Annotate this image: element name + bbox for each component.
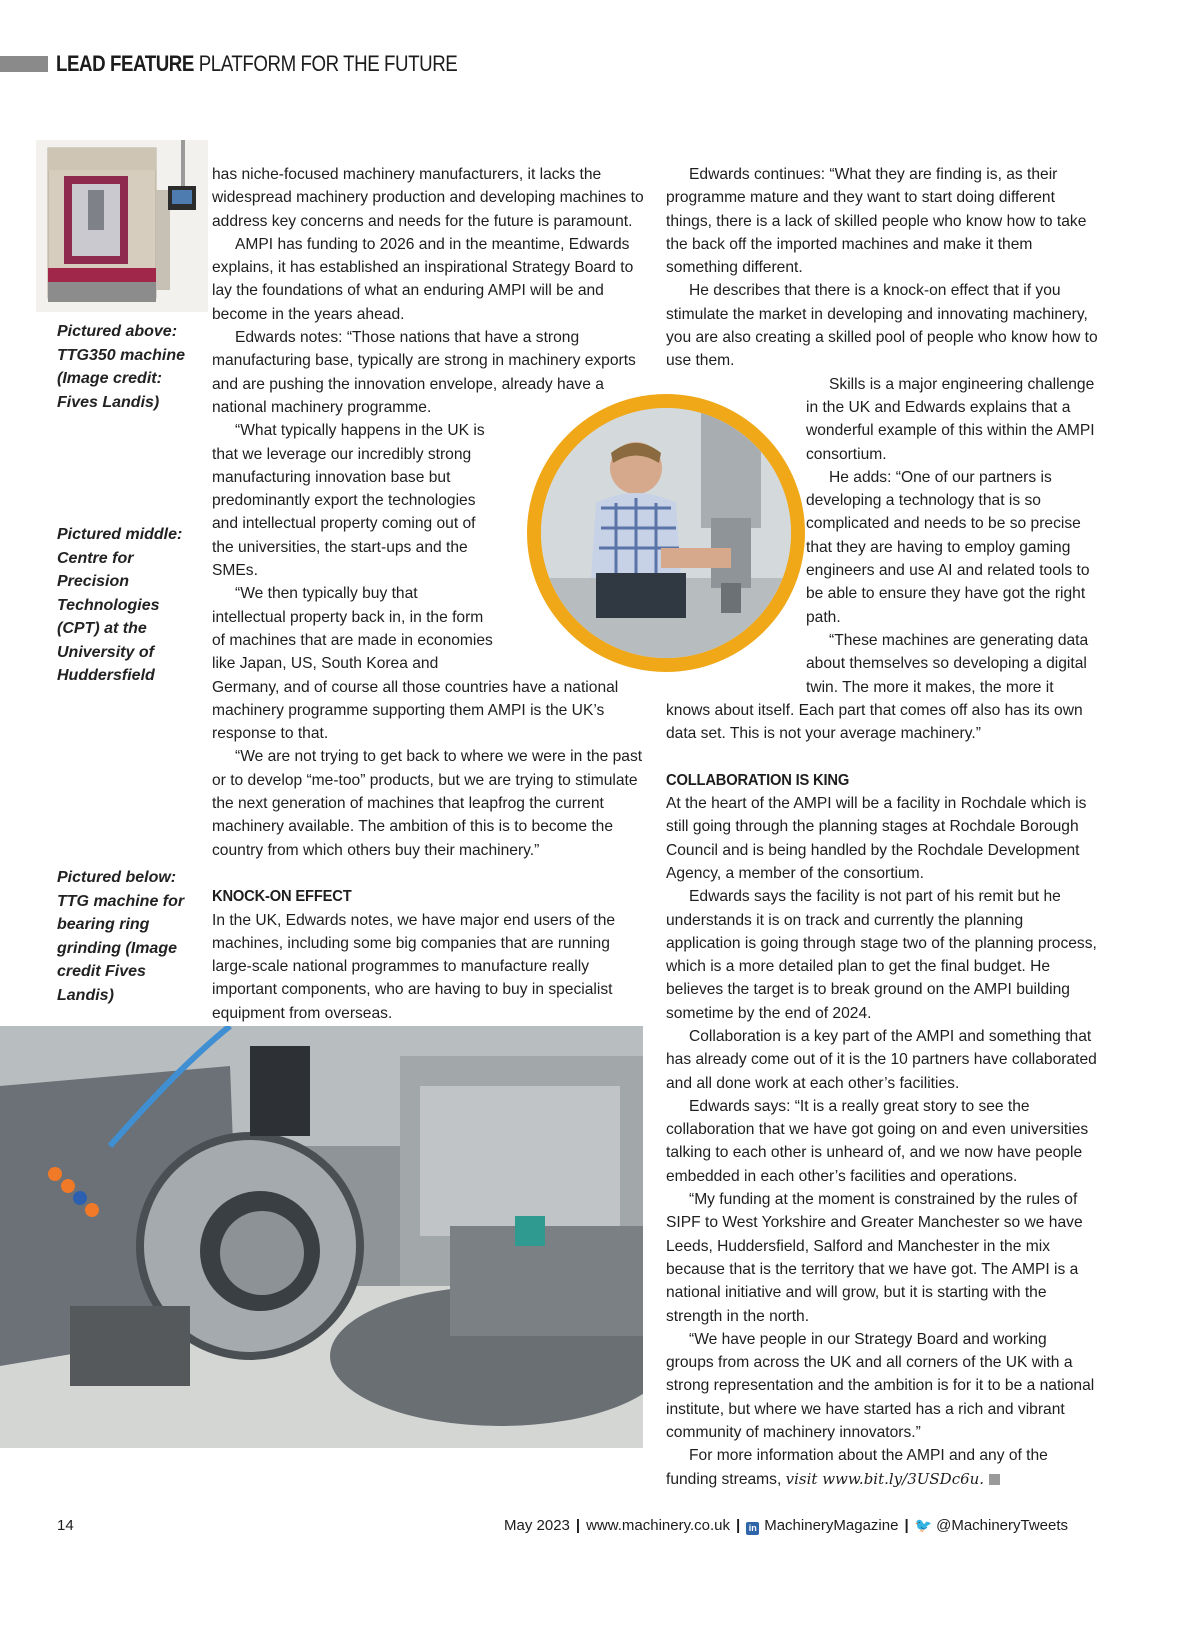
paragraph: “We are not trying to get back to where we were in the past or to develop “me-too” products, but we are trying to stimulate the next generation of machines that leapfrog the current machinery available. The ambition of this is to become the country from which others buy their machinery.” bbox=[212, 748, 643, 859]
header-bar bbox=[0, 56, 48, 72]
paragraph: At the heart of the AMPI will be a facility in Rochdale which is still going through the planning stages at Rochdale Borough Council and is being handled by the Rochdale Development Agency, a member of the consortium. bbox=[666, 795, 1087, 882]
twitter-icon: 🐦 bbox=[914, 1517, 933, 1533]
paragraph: AMPI has funding to 2026 and in the meantime, Edwards explains, it has established an inspirational Strategy Board to lay the foundations of what an enduring AMPI will be and become in the years ahead. bbox=[212, 235, 634, 323]
paragraph: In the UK, Edwards notes, we have major end users of the machines, including some big companies that are running large-scale national programmes to manufacture really important components, who are having to buy in specialist equipment from overseas. bbox=[212, 911, 616, 1022]
paragraph: has niche-focused machinery manufacturers, it lacks the widespread machinery production and developing machines to address key concerns and needs for the future is paramount. bbox=[212, 166, 644, 230]
paragraph: Collaboration is a key part of the AMPI and something that has already come out of it is the 10 partners have collaborated and all done work at each other’s facilities. bbox=[666, 1027, 1097, 1092]
cpt-circle-photo bbox=[527, 394, 805, 672]
section-header bbox=[56, 51, 457, 77]
paragraph: Edwards notes: “Those nations that have a strong manufacturing base, typically are strong in machinery exports and are pushing the innovation envelope, already have a national machinery programme. bbox=[212, 329, 636, 416]
funding-link[interactable]: visit www.bit.ly/3USDc6u. bbox=[785, 1469, 985, 1488]
paragraph: “We have people in our Strategy Board and working groups from across the UK and all corners of the UK with a strong representation and the ambition is for it to be a national institute, but where we have started has a rich and vibrant community of machinery innovators.” bbox=[666, 1330, 1095, 1442]
paragraph: Skills is a major engineering challenge in the UK and Edwards explains that a wonderful example of this within the AMPI consortium. bbox=[806, 375, 1095, 463]
linkedin-icon: in bbox=[746, 1522, 759, 1535]
caption-middle: Pictured middle: Centre for Precision Technologies (CPT) at the University of Huddersfield bbox=[57, 526, 183, 684]
paragraph: “These machines are generating data about themselves so developing a digital twin. The more it makes, the more it knows about itself. Each part that comes off also has its own data set. This is not your average machinery.” bbox=[666, 631, 1089, 743]
ttg-bearing-machine-photo bbox=[0, 1026, 643, 1448]
subheading-knock-on-effect: KNOCK-ON EFFECT bbox=[212, 888, 352, 906]
issue-date: May 2023 bbox=[504, 1517, 570, 1534]
caption-bottom: Pictured below: TTG machine for bearing ring grinding (Image credit Fives Landis) bbox=[57, 869, 185, 1004]
paragraph: He describes that there is a knock-on effect that if you stimulate the market in developing and innovating machinery, you are also creating a skilled pool of people who know how to use them. bbox=[666, 282, 1098, 370]
paragraph: He adds: “One of our partners is developing a technology that is so complicated and needs to be so precise that they are having to employ gaming engineers and use AI and related tools to be able to ensure they have got the right path. bbox=[806, 468, 1090, 626]
website-link[interactable]: www.machinery.co.uk bbox=[586, 1517, 731, 1534]
paragraph: Edwards says: “It is a really great story to see the collaboration that we have got going on and even universities talking to each other is unheard of, and we now have people embedded in each other’s facilities and operations. bbox=[666, 1097, 1089, 1185]
header-bold: LEAD FEATURE bbox=[56, 51, 194, 76]
paragraph: “My funding at the moment is constrained by the rules of SIPF to West Yorkshire and Greater Manchester so we have Leeds, Huddersfield, Salford and Manchester in the mix because that is the territory that we have got. The AMPI is a national initiative and will grow, but it is starting with the strength in the north. bbox=[666, 1191, 1083, 1325]
page-number: 14 bbox=[57, 1517, 74, 1534]
end-mark bbox=[989, 1474, 1000, 1485]
article-column-2 bbox=[666, 163, 1098, 1491]
twitter-handle[interactable]: @MachineryTweets bbox=[936, 1517, 1069, 1534]
paragraph: “We then typically buy that intellectual property back in, in the form of machines that are made in economies like Japan, US, South Korea and Germany, and of course all those countries have a national machinery programme supporting them AMPI is the UK’s response to that. bbox=[212, 585, 619, 743]
paragraph: Edwards says the facility is not part of his remit but he understands it is on track and currently the planning application is going through stage two of the planning process, which is a more detailed plan to get the final budget. He believes the target is to break ground on the AMPI building sometime by the end of 2024. bbox=[666, 888, 1097, 1022]
ttg350-machine-photo bbox=[36, 140, 208, 312]
paragraph: “What typically happens in the UK is that we leverage our incredibly strong manufacturing innovation base but predominantly export the technologies and intellectual property coming out of the universities, the start-ups and the SMEs. bbox=[212, 422, 485, 580]
linkedin-handle[interactable]: MachineryMagazine bbox=[764, 1517, 899, 1534]
caption-top: Pictured above: TTG350 machine (Image credit: Fives Landis) bbox=[57, 323, 186, 411]
header-rest: PLATFORM FOR THE FUTURE bbox=[198, 51, 458, 76]
paragraph: Edwards continues: “What they are finding is, as their programme mature and they want to start doing different things, there is a lack of skilled people who know how to take the back off the imported machines and make it them something different. bbox=[666, 166, 1087, 277]
final-text: For more information about the AMPI and any of the funding streams, bbox=[666, 1447, 1048, 1488]
paragraph-final bbox=[666, 1444, 1098, 1491]
subheading-collaboration-is-king: COLLABORATION IS KING bbox=[666, 771, 850, 789]
footer-info: May 2023 | www.machinery.co.uk | in MachineryMagazine | 🐦 @MachineryTweets bbox=[504, 1517, 1069, 1534]
